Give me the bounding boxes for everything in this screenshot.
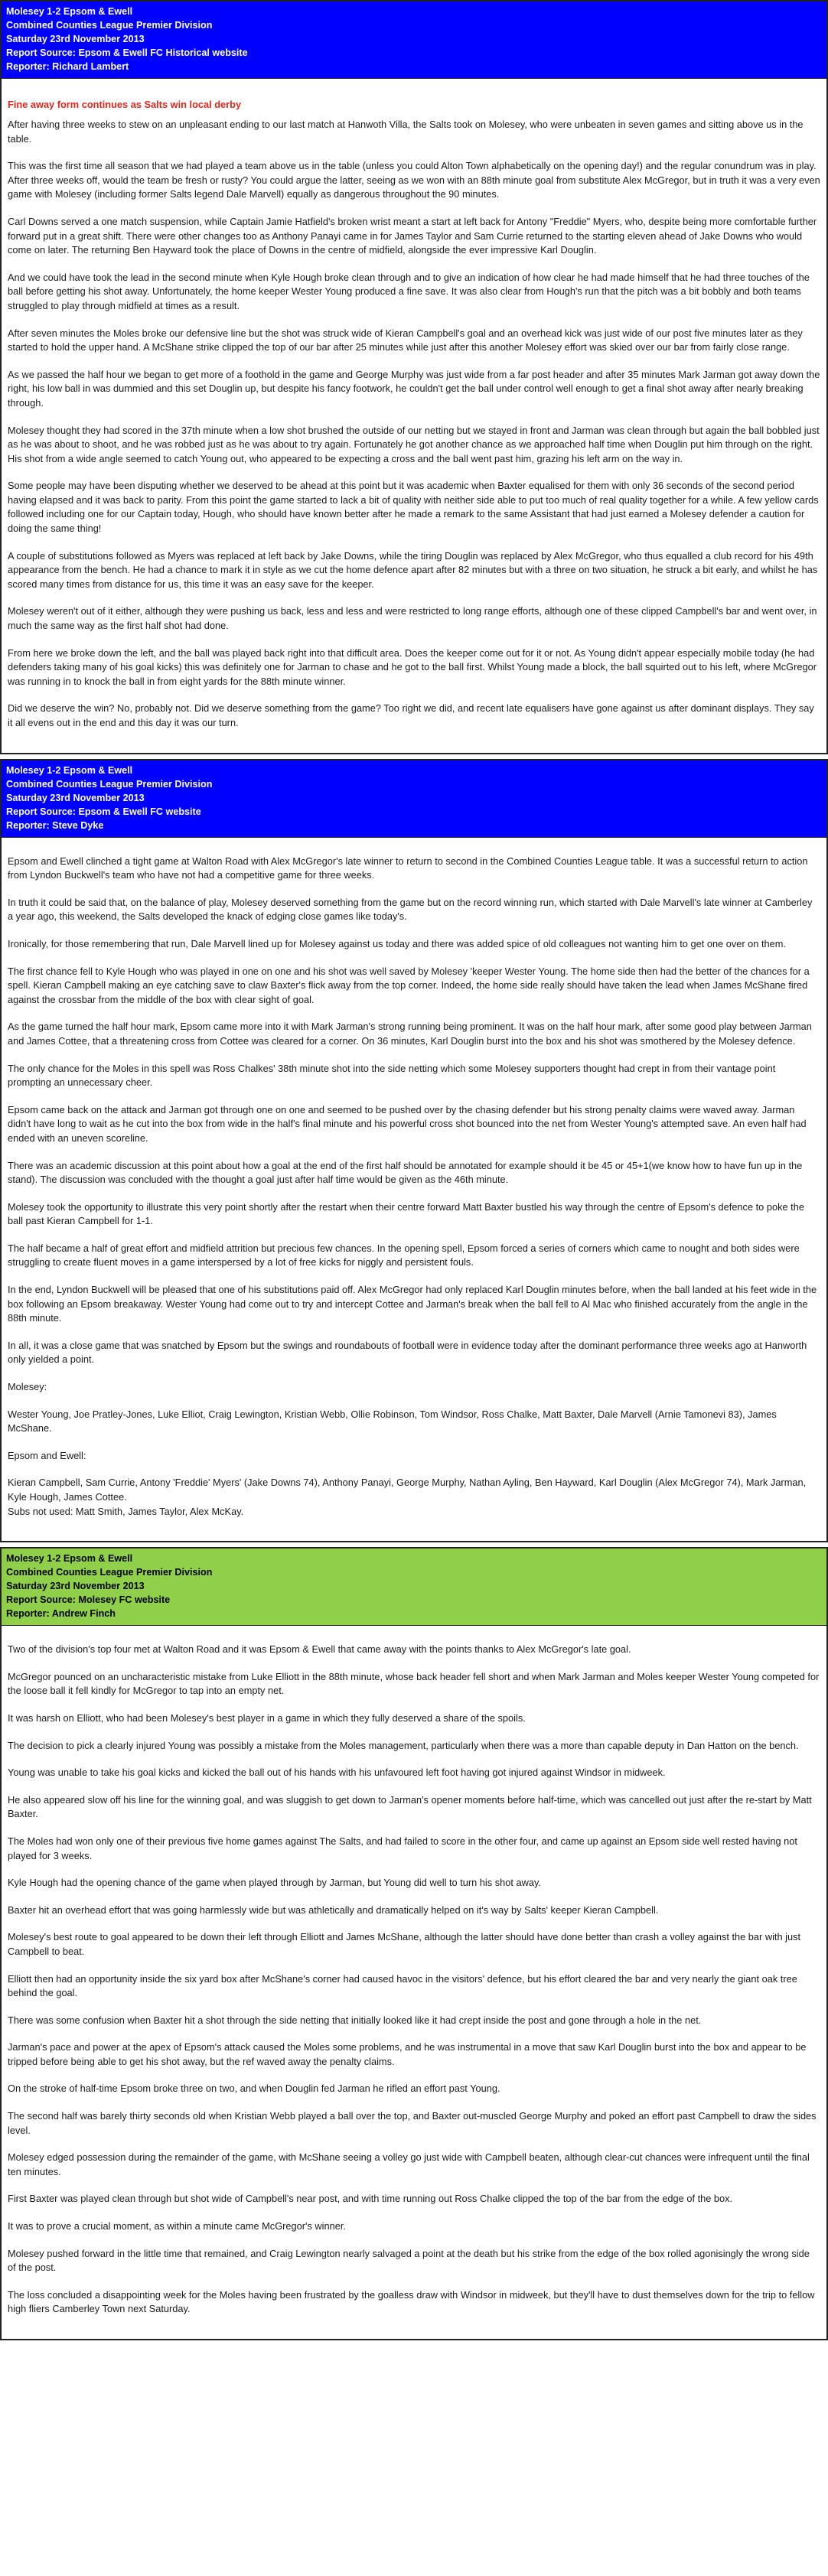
paragraph: Epsom came back on the attack and Jarman got through one on one and seemed to be pushed over by the chasing defender but his strong penalty claims were waved away. Jarman didn't have long to wait as he cut into the box from wide in the half's final minute and his powerful cross shot bounced into the net from Wester Young's attempted save. An even half had ended with an uneven scoreline. <box>8 1103 807 1144</box>
paragraph: It was to prove a crucial moment, as within a minute came McGregor's winner. <box>8 2220 346 2232</box>
match-date: Saturday 23rd November 2013 <box>6 792 145 803</box>
paragraph: In truth it could be said that, on the balance of play, Molesey deserved something from the game but on the record winning run, which started with Dale Marvell's late winner at Camberley a year ago, this weekend, the Salts developed the knack of edging close games like today's. <box>8 896 813 923</box>
paragraph: There was an academic discussion at this point about how a goal at the end of the first half should be annotated for example should it be 45 or 45+1(we know how to have fun up in the stand). The discussion was concluded with the thought a goal just after half time would be given as the 46th minute. <box>8 1159 803 1186</box>
paragraph: From here we broke down the left, and the ball was played back right into that difficult area. Does the keeper come out for it or not. As Young didn't appear especially mobile today (he had defenders taking many of his goal kicks) this was definitely one for Jarman to chase and he got to the ball first. Whilst Young made a block, the ball squirted out to his left, where McGregor was running in to knock the ball in from eight yards for the 88th minute winner. <box>8 646 817 687</box>
paragraph: It was harsh on Elliott, who had been Molesey's best player in a game in which they fully deserved a share of the spoils. <box>8 1711 526 1724</box>
paragraph: Carl Downs served a one match suspension, while Captain Jamie Hatfield's broken wrist meant a start at left back for Antony "Freddie" Myers, who, despite being more comfortable further forward put in a great shift. There were other changes too as Anthony Panayi came in for James Taylor and Sam Currie returned to the starting eleven ahead of Jake Downs who would come on later. The returning Ben Hayward took the place of Downs in the centre of midfield, alongside the ever impressive Karl Douglin. <box>8 215 817 256</box>
paragraph: Some people may have been disputing whether we deserved to be ahead at this point but it was academic when Baxter equalised for them with only 36 seconds of the second period having elapsed and it was back to parity. From this point the game started to lack a bit of quality with neither side able to put too much of real quality together for a while. A few yellow cards followed including one for our Captain today, Hough, who should have known better after he made a remark to the same Assistant that had just earned a Molesey defender a caution for doing the same thing! <box>8 480 819 535</box>
paragraph: After seven minutes the Moles broke our defensive line but the shot was struck wide of Kieran Campbell's goal and an overhead kick was just wide of our post five minutes later as they started to hold the upper hand. A McShane strike clipped the top of our bar after 25 minutes while just after this another Molesey effort was skied over our bar from fairly close range. <box>8 327 803 353</box>
report-header <box>2 760 826 838</box>
report-header <box>2 1549 826 1626</box>
paragraph: The loss concluded a disappointing week for the Moles having been frustrated by the goalless draw with Windsor in midweek, but they'll have to dust themselves down for the trip to fellow high fliers Camberley Town next Saturday. <box>8 2288 815 2315</box>
paragraph: The first chance fell to Kyle Hough who was played in one on one and his shot was well saved by Molesey 'keeper Wester Young. The home side then had the better of the chances for a spell. Kieran Campbell making an eye catching save to claw Baxter's flick away from the top corner. Indeed, the home side really should have taken the lead when James McShane fired against the crossbar from the middle of the box with clear sight of goal. <box>8 965 810 1005</box>
match-date: Saturday 23rd November 2013 <box>6 34 145 44</box>
paragraph: After having three weeks to stew on an unpleasant ending to our last match at Hanwoth Villa, the Salts took on Molesey, who were unbeaten in seven games and sitting above us in the table. <box>8 119 804 145</box>
paragraph: Young was unable to take his goal kicks and kicked the ball out of his hands with his unfavoured left foot having got injured against Windsor in midweek. <box>8 1767 666 1779</box>
paragraph: The only chance for the Moles in this spell was Ross Chalkes' 38th minute shot into the side netting which some Molesey supporters thought had crept in from their vantage point prompting an unnecessary cheer. <box>8 1062 776 1089</box>
lineup-players: Kieran Campbell, Sam Currie, Antony 'Freddie' Myers' (Jake Downs 74), Anthony Panayi, George Murphy, Nathan Ayling, Ben Hayward, Karl Douglin (Alex McGregor 74), Mark Jarman, Kyle Hough, James Cottee. <box>8 1477 807 1503</box>
competition: Combined Counties League Premier Division <box>6 20 213 31</box>
paragraph: On the stroke of half-time Epsom broke three on two, and when Douglin fed Jarman he rifled an effort past Young. <box>8 2083 500 2095</box>
paragraph: A couple of substitutions followed as Myers was replaced at left back by Jake Downs, while the tiring Douglin was replaced by Alex McGregor, who thus equalled a club record for his 49th appearance from the bench. He had a chance to mark it in style as we cut the home defence apart after 82 minutes but with a three on two situation, he struck a bit early, and whilst he has scored many times from distance for us, this time it was an easy save for the keeper. <box>8 549 818 590</box>
lineup-team: Molesey: <box>8 1381 47 1393</box>
paragraph: The Moles had won only one of their previous five home games against The Salts, and had failed to score in the other four, and came up against an Epsom side well rested having not played for 3 weeks. <box>8 1835 797 1861</box>
paragraph: In the end, Lyndon Buckwell will be pleased that one of his substitutions paid off. Alex McGregor had only replaced Karl Douglin minutes before, when the ball landed at his feet wide in the box following an Epsom breakaway. Wester Young had come out to try and intercept Cottee and Jarman's break when the ball fell to Al Mac who finished accurately from the angle in the 88th minute. <box>8 1284 817 1324</box>
report-headline: Fine away form continues as Salts win local derby <box>8 99 242 110</box>
paragraph: The decision to pick a clearly injured Young was possibly a mistake from the Moles management, particularly when there was a more than capable deputy in Dan Hatton on the bench. <box>8 1739 799 1751</box>
competition: Combined Counties League Premier Division <box>6 1567 213 1578</box>
paragraph: Molesey weren't out of it either, although they were pushing us back, less and less and were restricted to long range efforts, although one of these clipped Campbell's bar and went over, in much the same way as the first half shot had done. <box>8 605 817 632</box>
report-body <box>2 855 826 1519</box>
paragraph: Molesey thought they had scored in the 37th minute when a low shot brushed the outside of our netting but we stayed in front and Jarman was clean through but again the ball bobbled just as he was about to shoot, and he was robbed just as he was about to try again. Fortunately he got another chance as we approached half time when Douglin put him through on the right. His shot from a wide angle seemed to catch Young out, who appeared to be expecting a cross and the ball went past him, grazing his left arm on the way in. <box>8 424 820 464</box>
report-source: Report Source: Molesey FC website <box>6 1594 171 1606</box>
paragraph: He also appeared slow off his line for the winning goal, and was sluggish to get down to Jarman's opener moments before half-time, which was cancelled out just after the re-start by Matt Baxter. <box>8 1793 812 1820</box>
paragraph: Baxter hit an overhead effort that was going harmlessly wide but was athletically and dramatically helped on it's way by Salts' keeper Kieran Campbell. <box>8 1904 659 1916</box>
paragraph: Molesey edged possession during the remainder of the game, with McShane seeing a volley go just wide with Campbell beaten, although clear-cut chances were infrequent until the final ten minutes. <box>8 2151 810 2177</box>
lineup-epsom <box>8 1449 820 1519</box>
competition: Combined Counties League Premier Division <box>6 778 213 790</box>
paragraph: In all, it was a close game that was snatched by Epsom but the swings and roundabouts of football were in evidence today after the dominant performance three weeks ago at Hanworth only yielded a point. <box>8 1339 807 1366</box>
paragraph: The second half was barely thirty seconds old when Kristian Webb played a ball over the top, and Baxter out-muscled George Murphy and poked an effort past Campbell to draw the sides level. <box>8 2110 817 2136</box>
match-report-2 <box>0 759 828 1543</box>
paragraph: Kyle Hough had the opening chance of the game when played through by Jarman, but Young did well to turn his shot away. <box>8 1877 541 1889</box>
match-date: Saturday 23rd November 2013 <box>6 1581 145 1592</box>
paragraph: McGregor pounced on an uncharacteristic mistake from Luke Elliott in the 88th minute, whose back header fell short and when Mark Jarman and Moles keeper Wester Young competed for the loose ball it fell kindly for McGregor to tap into an empty net. <box>8 1670 820 1697</box>
paragraph: There was some confusion when Baxter hit a shot through the side netting that initially looked like it had crept inside the post and gone through a hole in the net. <box>8 2014 702 2026</box>
report-body <box>2 1643 826 2317</box>
paragraph: Epsom and Ewell clinched a tight game at Walton Road with Alex McGregor's late winner to return to second in the Combined Counties League table. It was a successful return to action from Lyndon Buckwell's team who have not had a competitive game for three weeks. <box>8 855 808 881</box>
report-body <box>2 118 826 731</box>
reporter: Reporter: Andrew Finch <box>6 1608 116 1620</box>
paragraph: Ironically, for those remembering that run, Dale Marvell lined up for Molesey against us today and there was added spice of old colleagues not wanting him to get one over on them. <box>8 937 786 949</box>
paragraph: Molesey pushed forward in the little time that remained, and Craig Lewington nearly salvaged a point at the death but his strike from the edge of the box rolled agonisingly the wrong side of the post. <box>8 2247 810 2274</box>
report-source: Report Source: Epsom & Ewell FC Historical website <box>6 47 248 58</box>
report-header <box>2 2 826 79</box>
match-score: Molesey 1-2 Epsom & Ewell <box>6 764 133 776</box>
report-source: Report Source: Epsom & Ewell FC website <box>6 806 201 817</box>
paragraph: The half became a half of great effort and midfield attrition but precious few chances. In the opening spell, Epsom forced a series of corners which came to nought and both sides were struggling to create fluent moves in a game interspersed by a lot of free kicks for niggly and persistent fouls. <box>8 1242 800 1268</box>
paragraph: As we passed the half hour we began to get more of a foothold in the game and George Murphy was just wide from a far post header and after 35 minutes Mark Jarman got away down the right, his low ball in was dummied and this set Douglin up, but despite his fancy footwork, he couldn't get the ball under control well enough to get a final shot away after nearly breaking through. <box>8 368 820 409</box>
paragraph: And we could have took the lead in the second minute when Kyle Hough broke clean through and to give an indication of how clear he had made himself that he had three touches of the ball before getting his shot away. Unfortunately, the home keeper Wester Young produced a fine save. It was also clear from Hough's run that the pitch was a bit bobbly and both teams struggled to play through midfield at times as a result. <box>8 271 810 311</box>
match-report-3 <box>0 1547 828 2340</box>
match-report-1 <box>0 0 828 754</box>
reporter: Reporter: Steve Dyke <box>6 819 104 831</box>
reporter: Reporter: Richard Lambert <box>6 61 129 72</box>
lineup-molesey <box>8 1380 820 1436</box>
lineup-subs: Subs not used: Matt Smith, James Taylor, Alex McKay. <box>8 1505 244 1517</box>
paragraph: This was the first time all season that we had played a team above us in the table (unless you could Alton Town alphabetically on the opening day!) and the regular conundrum was in play. After three weeks off, would the team be fresh or rusty? You could argue the latter, seeing as we won with an 88th minute goal from substitute Alex McGregor, but in truth it was a very even game with Molesey (including former Salts legend Dale Marvell) equally as dangerous throughout the 90 minutes. <box>8 160 820 200</box>
match-score: Molesey 1-2 Epsom & Ewell <box>6 6 133 17</box>
paragraph: First Baxter was played clean through but shot wide of Campbell's near post, and with time running out Ross Chalke clipped the top of the bar from the edge of the box. <box>8 2193 733 2205</box>
match-score: Molesey 1-2 Epsom & Ewell <box>6 1553 133 1565</box>
lineup-players: Wester Young, Joe Pratley-Jones, Luke Elliot, Craig Lewington, Kristian Webb, Ollie Robinson, Tom Windsor, Ross Chalke, Matt Baxter, Dale Marvell (Arnie Tamonevi 83), James McShane. <box>8 1408 777 1435</box>
paragraph: Jarman's pace and power at the apex of Epsom's attack caused the Moles some problems, and he was instrumental in a move that saw Karl Douglin burst into the box and appear to be tripped before being able to get his shot away, but the ref waved away the penalty claims. <box>8 2041 807 2067</box>
paragraph: Did we deserve the win? No, probably not. Did we deserve something from the game? Too right we did, and recent late equalisers have gone against us after dominant displays. They say it all evens out in the end and this day it was our turn. <box>8 702 814 728</box>
paragraph: Molesey's best route to goal appeared to be down their left through Elliott and James McShane, although the latter should have done better than crash a volley against the bar with just Campbell to beat. <box>8 1931 801 1957</box>
paragraph: Molesey took the opportunity to illustrate this very point shortly after the restart when their centre forward Matt Baxter bustled his way through the centre of Epsom's defence to poke the ball past Kieran Campbell for 1-1. <box>8 1200 804 1227</box>
lineup-team: Epsom and Ewell: <box>8 1449 86 1461</box>
paragraph: As the game turned the half hour mark, Epsom came more into it with Mark Jarman's strong running being prominent. It was on the half hour mark, after some good play between Jarman and James Cottee, that a threatening cross from Cottee was cleared for a corner. On 36 minutes, Karl Douglin burst into the box and his shot was smothered by the Molesey defence. <box>8 1021 812 1047</box>
paragraph: Elliott then had an opportunity inside the six yard box after McShane's corner had caused havoc in the visitors' defence, but his effort cleared the bar and very nearly the giant oak tree behind the goal. <box>8 1972 797 1999</box>
paragraph: Two of the division's top four met at Walton Road and it was Epsom & Ewell that came away with the points thanks to Alex McGregor's late goal. <box>8 1643 631 1656</box>
